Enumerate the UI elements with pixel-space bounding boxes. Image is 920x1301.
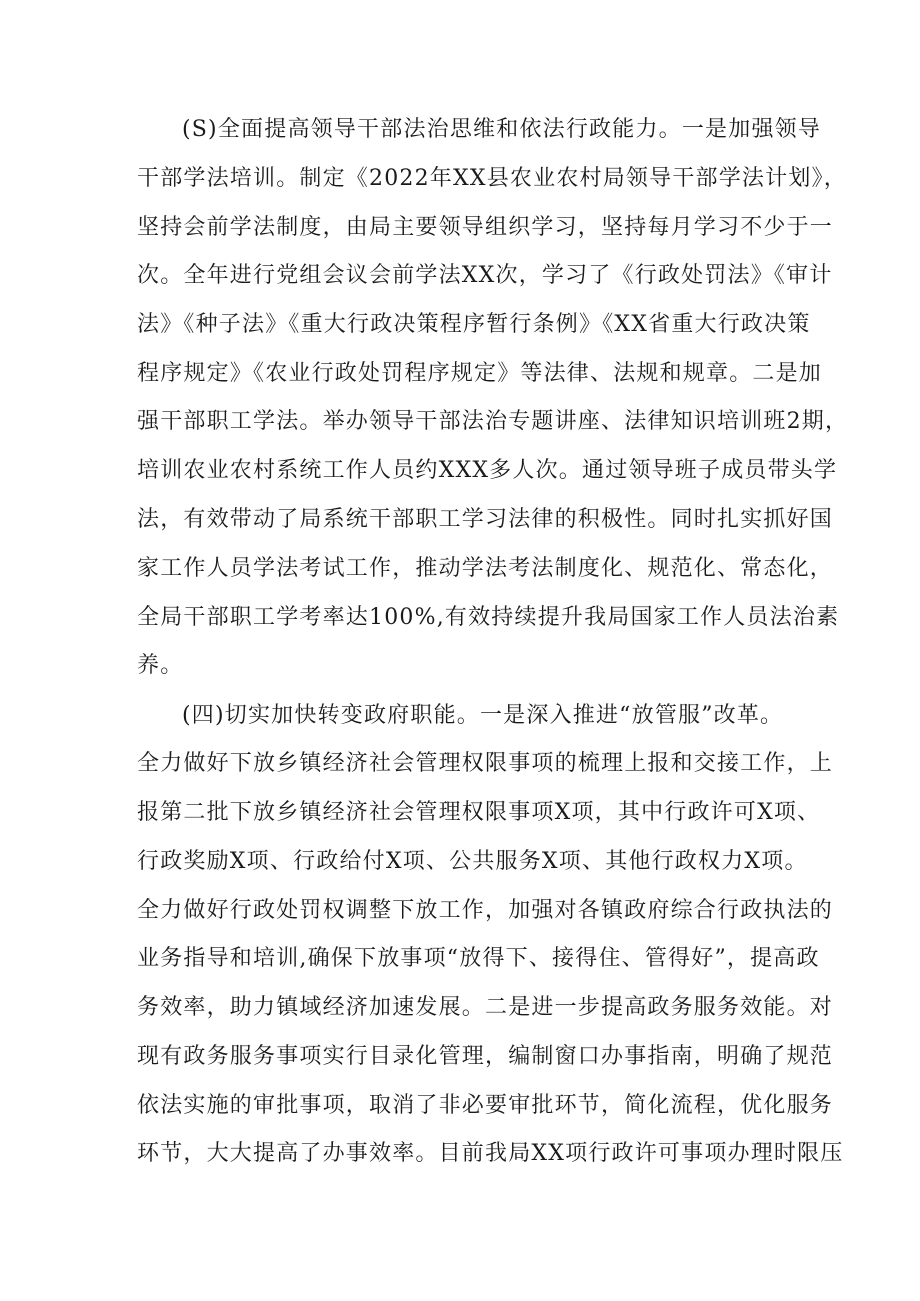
paragraph-1-line-9: 法，有效带动了局系统干部职工学习法律的积极性。同时扎实抓好国 — [137, 507, 834, 532]
paragraph-1-line-5: 法》《种子法》《重大行政决策程序暂行条例》《XX省重大行政决策 — [137, 312, 811, 337]
paragraph-2-line-8: 现有政务服务事项实行目录化管理，编制窗口办事指南，明确了规范 — [137, 1044, 834, 1069]
paragraph-2-line-4: 行政奖励X项、行政给付X项、公共服务X项、其他行政权力X项。 — [137, 849, 808, 874]
paragraph-2-line-5: 全力做好行政处罚权调整下放工作，加强对各镇政府综合行政执法的 — [137, 898, 834, 923]
paragraph-1-line-12: 养。 — [137, 653, 184, 678]
paragraph-2-line-10: 环节，大大提高了办事效率。目前我局XX项行政许可事项办理时限压 — [137, 1141, 844, 1166]
paragraph-1-line-10: 家工作人员学法考试工作，推动学法考法制度化、规范化、常态化， — [137, 556, 834, 581]
paragraph-1-line-2: 干部学法培训。制定《2022年XX县农业农村局领导干部学法计划》， — [137, 166, 847, 191]
paragraph-1-line-1: (S)全面提高领导干部法治思维和依法行政能力。一是加强领导 — [182, 117, 822, 142]
paragraph-2-line-6: 业务指导和培训,确保下放事项“放得下、接得住、管得好”，提高政 — [137, 946, 820, 971]
paragraph-1-line-6: 程序规定》《农业行政处罚程序规定》等法律、法规和规章。二是加 — [137, 361, 823, 386]
paragraph-2-line-7: 务效率，助力镇域经济加速发展。二是进一步提高政务服务效能。对 — [137, 995, 834, 1020]
paragraph-1-line-3: 坚持会前学法制度，由局主要领导组织学习，坚持每月学习不少于一 — [137, 215, 834, 240]
paragraph-2-line-1: (四)切实加快转变政府职能。一是深入推进“放管服”改革。 — [182, 703, 784, 728]
paragraph-1-line-11: 全局干部职工学考率达100%,有效持续提升我局国家工作人员法治素 — [137, 605, 840, 630]
paragraph-1-line-8: 培训农业农村系统工作人员约XXX多人次。通过领导班子成员带头学 — [137, 458, 838, 483]
paragraph-2-line-2: 全力做好下放乡镇经济社会管理权限事项的梳理上报和交接工作，上 — [137, 751, 834, 776]
paragraph-2-line-3: 报第二批下放乡镇经济社会管理权限事项X项，其中行政许可X项、 — [137, 800, 821, 825]
paragraph-1-line-7: 强干部职工学法。举办领导干部法治专题讲座、法律知识培训班2期， — [137, 409, 849, 434]
paragraph-2-line-9: 依法实施的审批事项，取消了非必要审批环节，简化流程，优化服务 — [137, 1093, 834, 1118]
paragraph-1-line-4: 次。全年进行党组会议会前学法XX次，学习了《行政处罚法》《审计 — [137, 263, 833, 288]
